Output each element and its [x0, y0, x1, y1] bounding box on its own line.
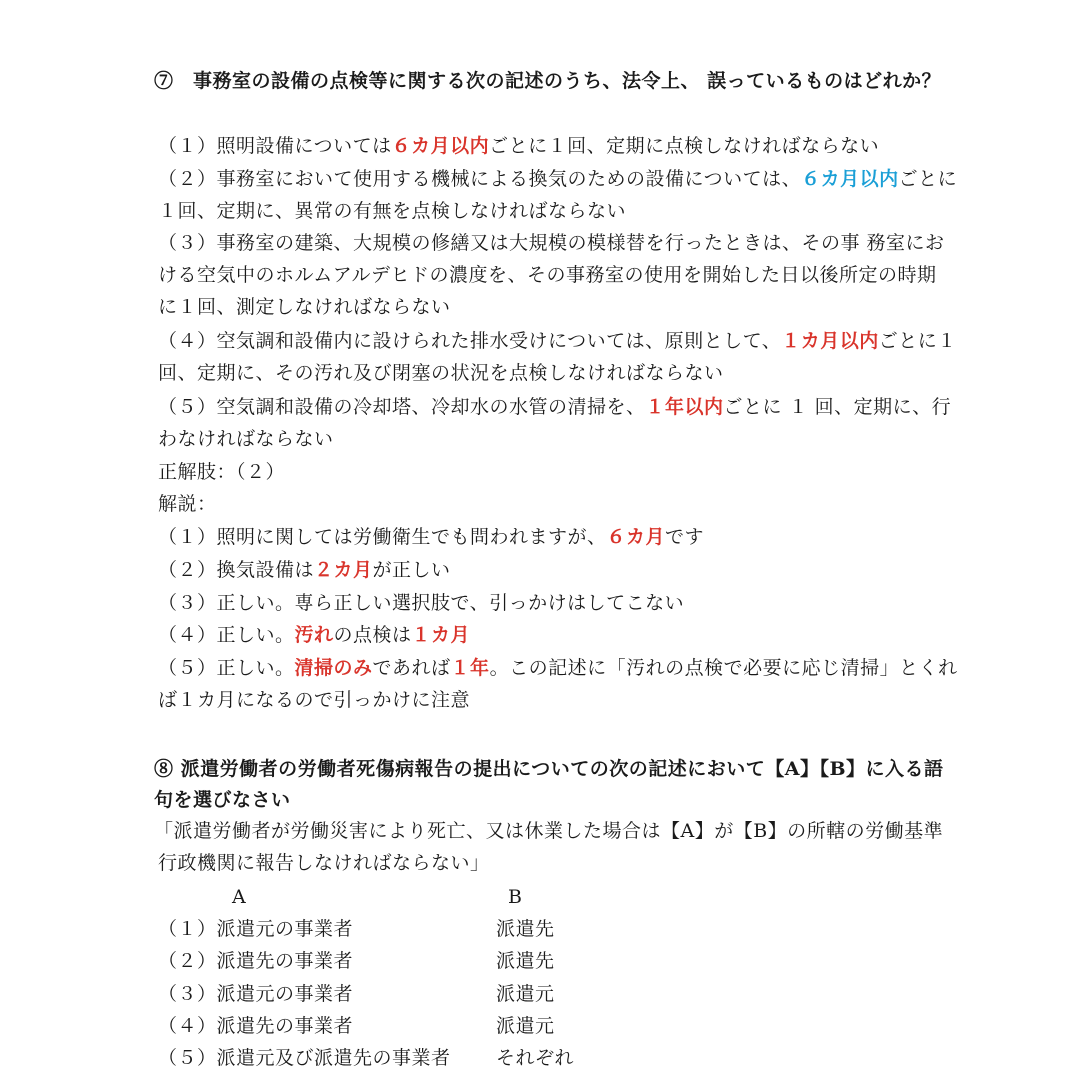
q7-option-5: （５）空気調和設備の冷却塔、冷却水の水管の清掃を、１年以内ごとに １ 回、定期に、行	[158, 396, 952, 418]
question-7-title: ⑦ 事務室の設備の点検等に関する次の記述のうち、法令上、 誤っているものはどれか？	[154, 70, 942, 92]
q7-answer: 正解肢：（２）	[158, 461, 286, 483]
q7-explanation-2: （２）換気設備は２カ月が正しい	[158, 559, 451, 581]
q7-option-2-cont: １回、定期に、異常の有無を点検しなければならない	[158, 200, 627, 222]
q7-option-4: （４）空気調和設備内に設けられた排水受けについては、原則として、１カ月以内ごとに１	[158, 330, 957, 352]
q7-option-3: （３）事務室の建築、大規模の修繕又は大規模の模様替を行ったときは、その事 務室にお	[158, 232, 945, 254]
q8-option-5-b: それぞれ	[496, 1047, 575, 1069]
q8-option-1-a: （１）派遣元の事業者	[158, 918, 354, 940]
q7-option-1: （１）照明設備については６カ月以内ごとに１回、定期に点検しなければならない	[158, 135, 880, 157]
q8-option-1-b: 派遣先	[496, 918, 555, 940]
q7-explanation-4: （４）正しい。汚れの点検は１カ月	[158, 624, 471, 646]
q8-column-header-b: B	[508, 886, 523, 908]
q8-option-3-a: （３）派遣元の事業者	[158, 983, 354, 1005]
q8-statement-cont: 行政機関に報告しなければならない」	[158, 852, 490, 874]
q8-option-4-a: （４）派遣先の事業者	[158, 1015, 354, 1037]
q8-option-2-a: （２）派遣先の事業者	[158, 950, 354, 972]
q7-explanation-3: （３）正しい。専ら正しい選択肢で、引っかけはしてこない	[158, 592, 685, 614]
q8-option-3-b: 派遣元	[496, 983, 555, 1005]
q8-option-2-b: 派遣先	[496, 950, 555, 972]
q7-explanation-label: 解説：	[158, 493, 217, 515]
q7-explanation-5: （５）正しい。清掃のみであれば１年。この記述に「汚れの点検で必要に応じ清掃」とくれ	[158, 657, 958, 679]
question-8-title-cont: 句を選びなさい	[154, 789, 291, 811]
q7-option-4-cont: 回、定期に、その汚れ及び閉塞の状況を点検しなければならない	[158, 362, 724, 384]
q8-statement: 「派遣労働者が労働災害により死亡、又は休業した場合は【A】が【B】の所轄の労働基準	[154, 820, 944, 842]
q8-option-4-b: 派遣元	[496, 1015, 555, 1037]
q7-option-2: （２）事務室において使用する機械による換気のための設備については、６カ月以内ごとに	[158, 168, 958, 190]
q8-column-header-a: A	[232, 886, 247, 908]
question-8-title: ⑧ 派遣労働者の労働者死傷病報告の提出についての次の記述において【A】【B】に入る語	[154, 758, 944, 780]
q7-option-5-cont: わなければならない	[158, 428, 334, 450]
q7-explanation-5-cont: ば１カ月になるので引っかけに注意	[158, 689, 471, 711]
q7-option-3-cont2: に１回、測定しなければならない	[158, 296, 451, 318]
q8-option-5-a: （５）派遣元及び派遣先の事業者	[158, 1047, 451, 1069]
q7-explanation-1: （１）照明に関しては労働衛生でも問われますが、６カ月です	[158, 526, 705, 548]
q7-option-3-cont: ける空気中のホルムアルデヒドの濃度を、その事務室の使用を開始した日以後所定の時期	[158, 264, 937, 286]
